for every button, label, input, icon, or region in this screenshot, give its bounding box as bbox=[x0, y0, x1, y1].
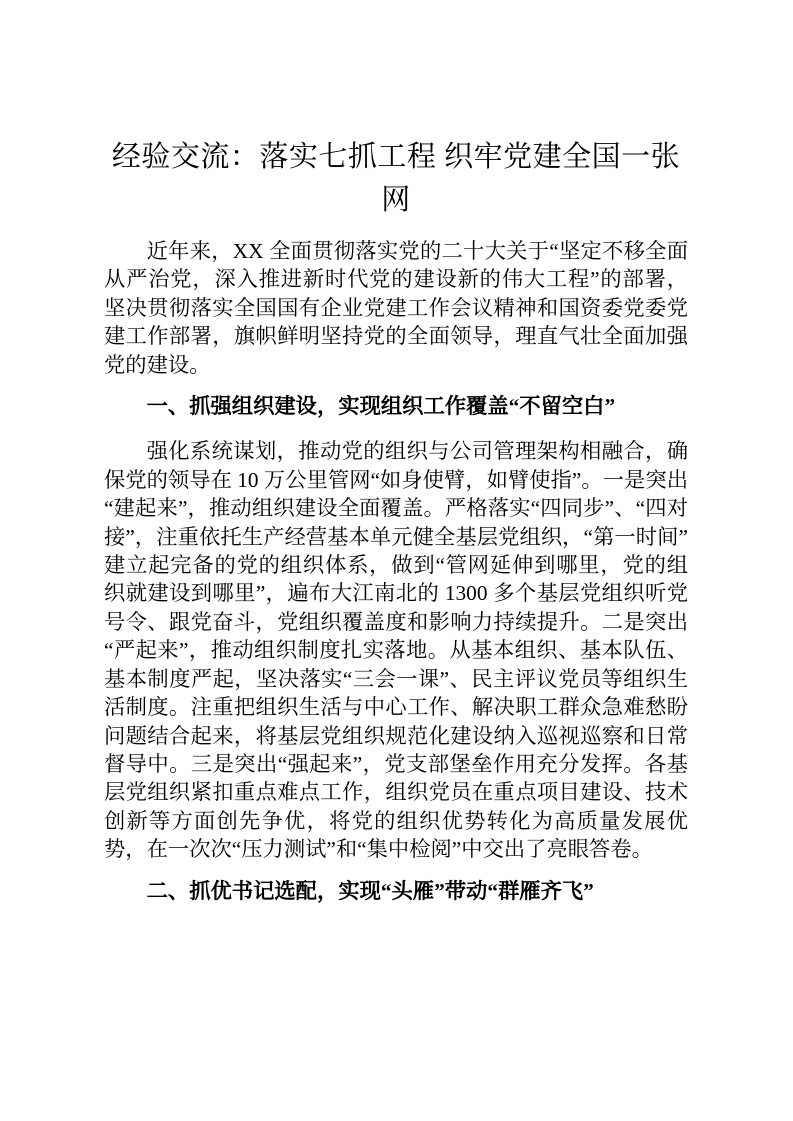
paragraph-intro: 近年来，XX 全面贯彻落实党的二十大关于“坚定不移全面从严治党，深入推进新时代党的建设新的伟大工程”的部署，坚决贯彻落实全国国有企业党建工作会议精神和国资委党委党建工作部署，旗帜鲜明坚持党的全面领导，理直气壮全面加强党的建设。 bbox=[104, 239, 688, 377]
page-title: 经验交流：落实七抓工程 织牢党建全国一张网 bbox=[111, 141, 681, 216]
paragraph-section-1: 强化系统谋划，推动党的组织与公司管理架构相融合，确保党的领导在 10 万公里管网“如身使臂，如臂使指”。一是突出“建起来”，推动组织建设全面覆盖。严格落实“四同步”、“四对接”，注重依托生产经营基本单元健全基层党组织，“第一时间”建立起完备的党的组织体系，做到“管网延伸到哪里，党的组织就建设到哪里”，遍布大江南北的 1300 多个基层党组织听党号令、跟党奋斗，党组织覆盖度和影响力持续提升。二是突出“严起来”，推动组织制度扎实落地。从基本组织、基本队伍、基本制度严起，坚决落实“三会一课”、民主评议党员等组织生活制度。注重把组织生活与中心工作、解决职工群众急难愁盼问题结合起来，将基层党组织规范化建设纳入巡视巡察和日常督导中。三是突出“强起来”，党支部堡垒作用充分发挥。各基层党组织紧扣重点难点工作，组织党员在重点项目建设、技术创新等方面创先争优，将党的组织优势转化为高质量发展优势，在一次次“压力测试”和“集中检阅”中交出了亮眼答卷。 bbox=[104, 439, 688, 862]
section-heading-1: 一、抓强组织建设，实现组织工作覆盖“不留空白” bbox=[146, 394, 616, 419]
section-heading-2: 二、抓优书记选配，实现“头雁”带动“群雁齐飞” bbox=[146, 878, 594, 903]
